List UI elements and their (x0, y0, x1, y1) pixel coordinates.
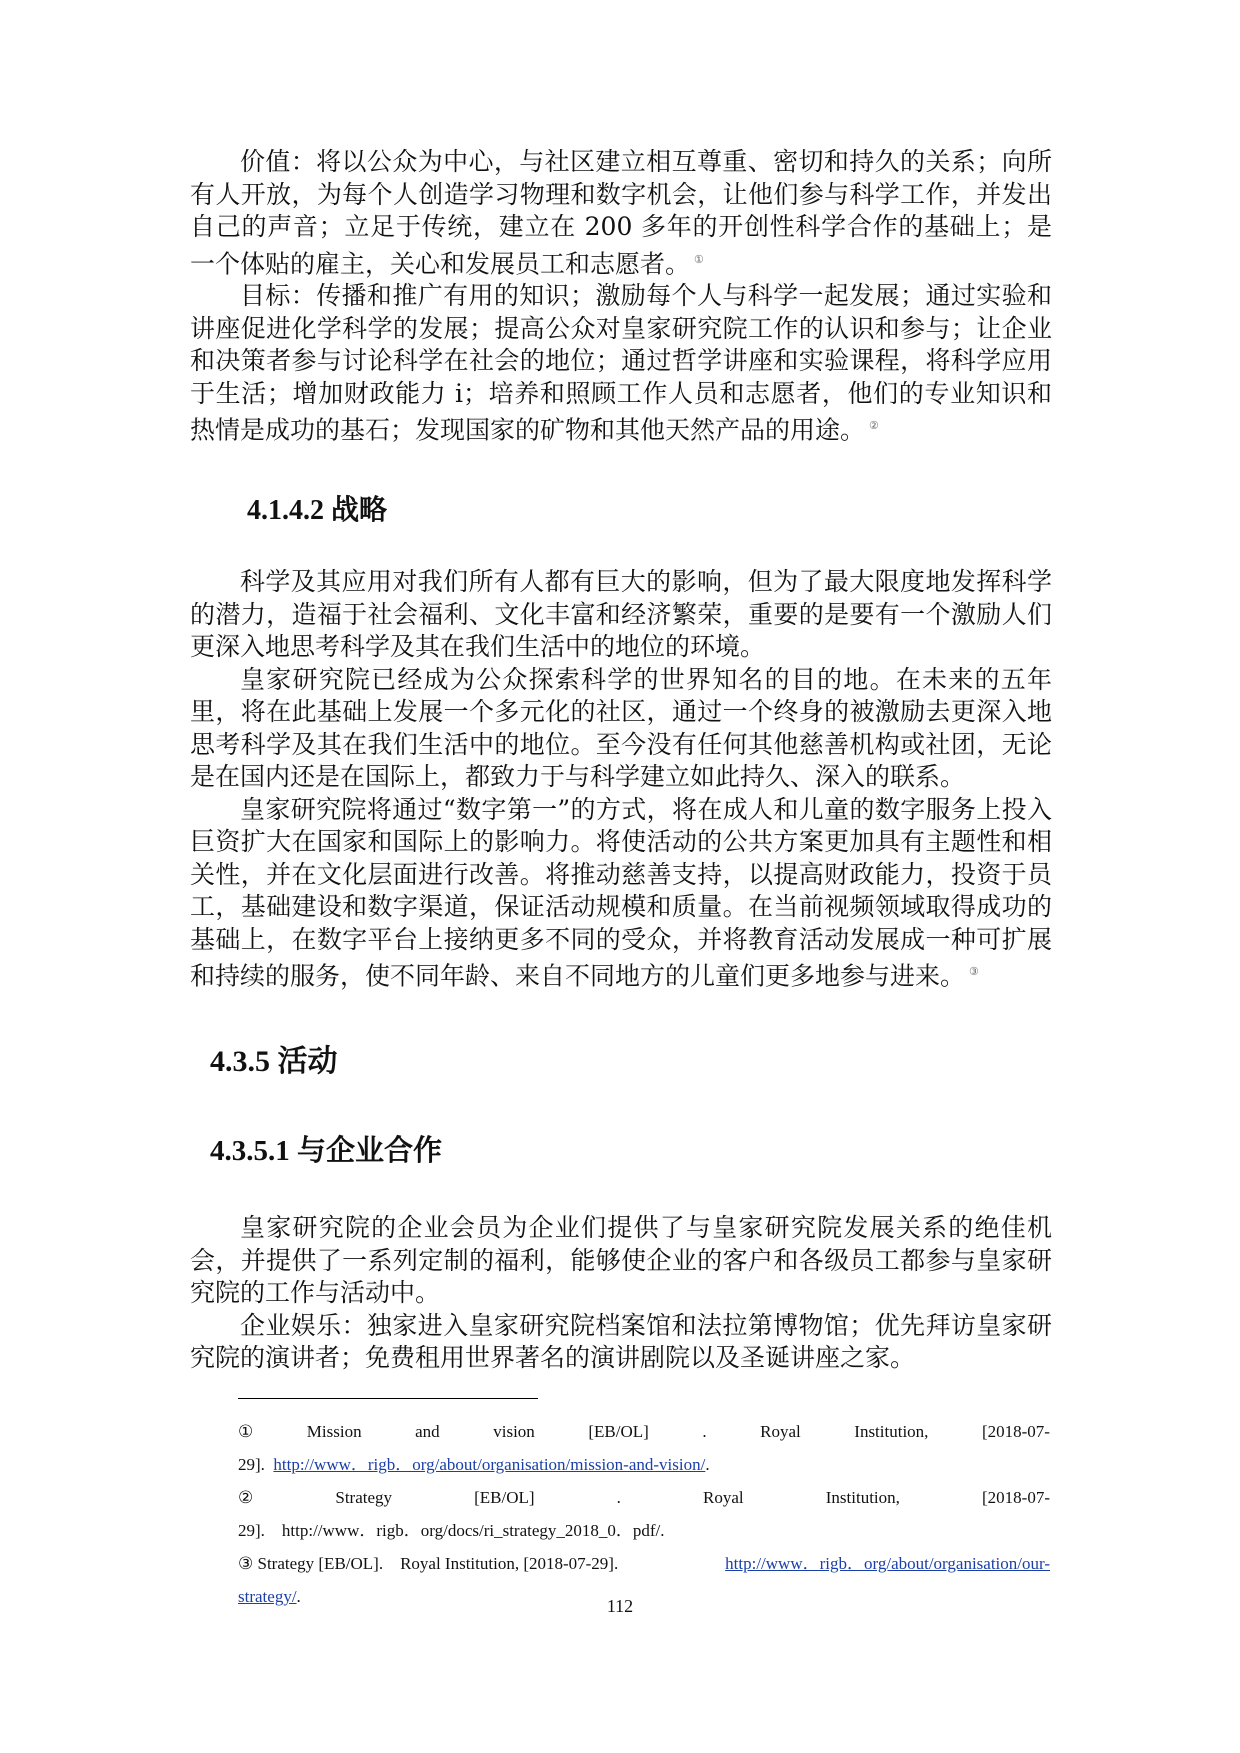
footnote-2-marker: ② (238, 1488, 254, 1507)
footnote-ref-3[interactable]: ③ (969, 965, 979, 978)
footnote-1-word: . (702, 1422, 707, 1441)
strategy-paragraph-3 (190, 794, 1052, 993)
footnote-1-date: 29]. (238, 1455, 265, 1474)
footnote-1-word: Royal (760, 1422, 801, 1441)
footnote-1-word: and (415, 1422, 440, 1441)
page-number: 112 (606, 1596, 634, 1616)
values-paragraph (190, 146, 1052, 280)
values-goals-section (190, 146, 1052, 447)
values-text: 价值：将以公众为中心，与社区建立相互尊重、密切和持久的关系；向所有人开放，为每个人创造学习物理和数字机会，让他们参与科学工作，并发出自己的声音；立足于传统，建立在 200 多年的开创性科学合作的基础上；是一个体贴的雇主，关心和发展员工和志愿者。 (190, 147, 1052, 278)
footnote-1-word: Mission (306, 1422, 362, 1441)
footnote-3-suffix: . (296, 1587, 301, 1606)
footnote-2-word: [EB/OL] (474, 1488, 535, 1507)
footnote-1-suffix: . (705, 1455, 710, 1474)
goals-text: 目标：传播和推广有用的知识；激励每个人与科学一起发展；通过实验和讲座促进化学科学的发展；提高公众对皇家研究院工作的认识和参与；让企业和决策者参与讨论科学在社会的地位；通过哲学讲座和实验课程，将科学应用于生活；增加财政能力 i；培养和照顾工作人员和志愿者，他们的专业知识和热情是成功的基石；发现国家的矿物和其他天然产品的用途。 (190, 281, 1052, 445)
footnote-1 (238, 1415, 1050, 1481)
footnote-1-line-1 (238, 1415, 1050, 1448)
strategy-heading: 4.1.4.2 战略 (247, 495, 388, 526)
footnote-2-line-2: 29]. http://www．rigb．org/docs/ri_strategy_2018_0．pdf/. (238, 1521, 665, 1540)
footnote-1-word: Institution, (854, 1422, 929, 1441)
business-cooperation-heading: 4.3.5.1 与企业合作 (210, 1135, 443, 1167)
business-paragraph-1: 皇家研究院的企业会员为企业们提供了与皇家研究院发展关系的绝佳机会，并提供了一系列定制的福利，能够使企业的客户和各级员工都参与皇家研究院的工作与活动中。 (190, 1213, 1052, 1307)
footnote-3-link[interactable]: http://www．rigb．org/about/organisation/our- (725, 1554, 1050, 1573)
footnote-1-link[interactable]: http://www．rigb．org/about/organisation/mission-and-vision/ (273, 1455, 706, 1474)
activities-heading: 4.3.5 活动 (210, 1045, 338, 1078)
business-paragraph-2: 企业娱乐：独家进入皇家研究院档案馆和法拉第博物馆；优先拜访皇家研究院的演讲者；免费租用世界著名的演讲剧院以及圣诞讲座之家。 (190, 1310, 1052, 1372)
footnote-1-word: [EB/OL] (588, 1422, 649, 1441)
footnote-1-line-2 (238, 1448, 1050, 1481)
strategy-section (190, 566, 1052, 993)
footnote-ref-2[interactable]: ② (869, 419, 879, 433)
footnote-3-link-continued[interactable]: strategy/ (238, 1587, 297, 1606)
footnote-2-word: Institution, (825, 1488, 900, 1507)
strategy-paragraph-2: 皇家研究院已经成为公众探索科学的世界知名的目的地。在未来的五年里，将在此基础上发展一个多元化的社区，通过一个终身的被激励去更深入地思考科学及其在我们生活中的地位。至今没有任何其他慈善机构或社团，无论是在国内还是在国际上，都致力于与科学建立如此持久、深入的联系。 (190, 664, 1052, 791)
business-section (190, 1212, 1052, 1375)
strategy-paragraph-1: 科学及其应用对我们所有人都有巨大的影响，但为了最大限度地发挥科学的潜力，造福于社会福利、文化丰富和经济繁荣，重要的是要有一个激励人们更深入地思考科学及其在我们生活中的地位的环境。 (190, 567, 1052, 661)
footnote-divider (238, 1398, 538, 1399)
footnote-3-line-1 (238, 1547, 1050, 1580)
footnote-2-line-1 (238, 1481, 1050, 1514)
footnote-1-word: vision (493, 1422, 535, 1441)
footnote-2 (238, 1481, 1050, 1547)
footnote-ref-1[interactable]: ① (694, 252, 704, 266)
footnote-2-word: Strategy (335, 1488, 393, 1507)
strategy-paragraph-3-text: 皇家研究院将通过“数字第一”的方式，将在成人和儿童的数字服务上投入巨资扩大在国家和国际上的影响力。将使活动的公共方案更加具有主题性和相关性，并在文化层面进行改善。将推动慈善支持，以提高财政能力，投资于员工，基础建设和数字渠道，保证活动规模和质量。在当前视频领域取得成功的基础上，在数字平台上接纳更多不同的受众，并将教育活动发展成一种可扩展和持续的服务，使不同年龄、来自不同地方的儿童们更多地参与进来。 (190, 794, 1052, 991)
footnote-2-word: Royal (703, 1488, 744, 1507)
goals-paragraph (190, 280, 1052, 447)
footnote-3-text: ③ Strategy [EB/OL]. Royal Institution, [2018-07-29]. (238, 1554, 619, 1573)
footnote-1-marker: ① (238, 1422, 254, 1441)
footnote-2-word: [2018-07- (982, 1488, 1050, 1507)
footnote-2-word: . (616, 1488, 621, 1507)
footnote-1-word: [2018-07- (981, 1422, 1050, 1441)
